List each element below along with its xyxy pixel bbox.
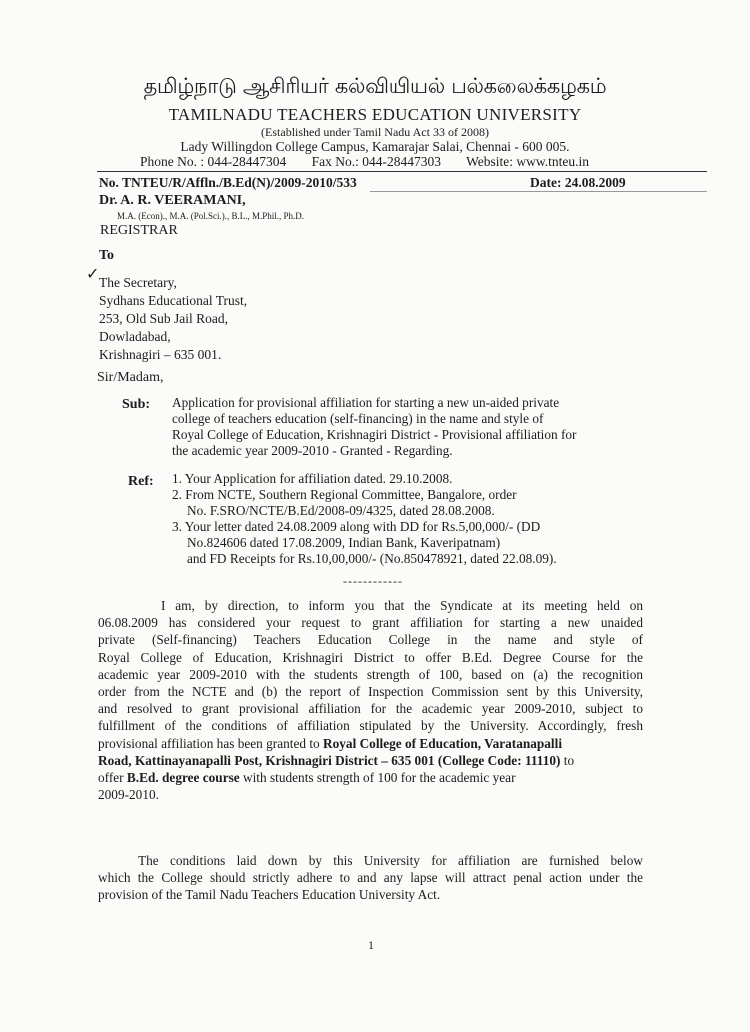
paragraph-line: The conditions laid down by this University for affiliation are furnished below — [138, 853, 643, 868]
separator-dashes: ------------ — [343, 574, 403, 588]
paragraph-line: Road, Kattinayanapalli Post, Krishnagiri District – 635 001 (College Code: 11110) to — [98, 752, 575, 768]
recipient-line: Krishnagiri – 635 001. — [99, 347, 222, 362]
reference-list — [172, 471, 557, 567]
paragraph-line: I am, by direction, to inform you that the Syndicate at its meeting held on — [161, 598, 643, 613]
letterhead-divider — [97, 171, 707, 172]
paragraph-line: order from the NCTE and (b) the report of Inspection Commission sent by this University, — [98, 684, 643, 700]
university-english-name: TAMILNADU TEACHERS EDUCATION UNIVERSITY — [168, 105, 582, 124]
subject-text — [172, 395, 577, 459]
paragraph-line: fulfillment of the conditions of affiliation stipulated by the University. Accordingly, fresh — [98, 718, 643, 734]
subject-line: Application for provisional affiliation for starting a new un-aided private — [172, 395, 560, 410]
reference-item: No.824606 dated 17.08.2009, Indian Bank, Kaveripatnam) — [187, 535, 501, 550]
reference-item: 3. Your letter dated 24.08.2009 along with DD for Rs.5,00,000/- (DD — [172, 519, 541, 534]
fax-number: Fax No.: 044-28447303 — [311, 154, 441, 169]
recipient-line: The Secretary, — [99, 275, 177, 290]
recipient-line: Sydhans Educational Trust, — [99, 293, 248, 308]
contact-line — [140, 154, 611, 170]
salutation: Sir/Madam, — [97, 370, 164, 385]
recipient-address — [99, 274, 247, 364]
body-paragraph-1 — [98, 597, 643, 803]
letter-date: Date: 24.08.2009 — [530, 175, 626, 190]
paragraph-line: Royal College of Education, Krishnagiri District to offer B.Ed. Degree Course for the — [98, 649, 643, 665]
sender-designation: REGISTRAR — [100, 223, 178, 238]
phone-number: Phone No. : 044-28447304 — [140, 154, 287, 169]
paragraph-line: which the College should strictly adhere to and any lapse will attract penal action under the — [98, 870, 643, 886]
paragraph-line: 2009-2010. — [98, 787, 159, 803]
to-label: To — [99, 248, 115, 263]
sender-name: Dr. A. R. VEERAMANI, — [99, 193, 246, 208]
paragraph-line: offer B.Ed. degree course with students strength of 100 for the academic year — [98, 770, 516, 786]
subject-line: the academic year 2009-2010 - Granted - Regarding. — [172, 443, 453, 458]
university-tamil-name: தமிழ்நாடு ஆசிரியர் கல்வியியல் பல்கலைக்கழகம் — [143, 74, 607, 98]
faint-divider — [370, 191, 707, 192]
reference-item: and FD Receipts for Rs.10,00,000/- (No.850478921, dated 22.08.09). — [187, 551, 557, 566]
course-name: B.Ed. degree course — [126, 770, 240, 786]
reference-number: No. TNTEU/R/Affln./B.Ed(N)/2009-2010/533 — [99, 175, 357, 190]
website: Website: www.tnteu.in — [466, 154, 590, 169]
page-number: 1 — [368, 938, 374, 952]
establishment-note: (Established under Tamil Nadu Act 33 of 2008) — [261, 125, 489, 139]
recipient-line: Dowladabad, — [99, 329, 171, 344]
subject-line: college of teachers education (self-financing) in the name and style of — [172, 411, 544, 426]
college-address: Road, Kattinayanapalli Post, Krishnagiri District – 635 001 (College Code: 11110) — [98, 752, 561, 768]
paragraph-line: provisional affiliation has been granted to Royal College of Education, Varatanapalli — [98, 735, 563, 751]
university-address: Lady Willingdon College Campus, Kamarajar Salai, Chennai - 600 005. — [180, 139, 570, 154]
paragraph-line: 06.08.2009 has considered your request to grant affiliation for starting a new unaided — [98, 615, 643, 631]
paragraph-line: provision of the Tamil Nadu Teachers Education University Act. — [98, 887, 441, 903]
subject-label: Sub: — [122, 397, 151, 412]
reference-item: 1. Your Application for affiliation dated. 29.10.2008. — [172, 471, 453, 486]
sender-qualifications: M.A. (Econ)., M.A. (Pol.Sci.)., B.L., M.Phil., Ph.D. — [117, 211, 305, 221]
paragraph-line: academic year 2009-2010 with the students strength of 100, based on (a) the recognition — [98, 666, 643, 682]
body-paragraph-2 — [98, 852, 643, 904]
paragraph-line: private (Self-financing) Teachers Education College in the name and style of — [98, 632, 643, 648]
subject-line: Royal College of Education, Krishnagiri District - Provisional affiliation for — [172, 427, 577, 442]
tick-mark-icon: ✓ — [86, 266, 100, 283]
reference-item: No. F.SRO/NCTE/B.Ed/2008-09/4325, dated 28.08.2008. — [187, 503, 495, 518]
reference-item: 2. From NCTE, Southern Regional Committee, Bangalore, order — [172, 487, 517, 502]
recipient-line: 253, Old Sub Jail Road, — [99, 311, 229, 326]
reference-label: Ref: — [128, 474, 154, 489]
paragraph-line: and resolved to grant provisional affiliation for the academic year 2009-2010, subject to — [98, 701, 643, 717]
college-name: Royal College of Education, Varatanapalli — [323, 735, 563, 751]
